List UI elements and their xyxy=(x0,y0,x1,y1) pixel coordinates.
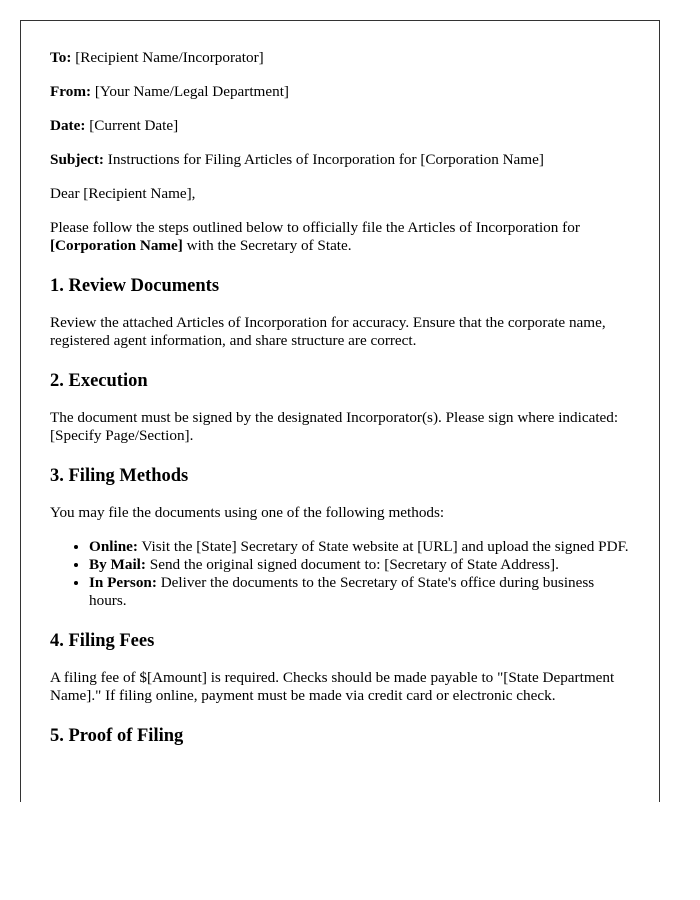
filing-methods-list xyxy=(50,538,630,610)
to-label: To: xyxy=(50,49,72,66)
from-value: [Your Name/Legal Department] xyxy=(91,83,289,100)
salutation: Dear [Recipient Name], xyxy=(50,185,196,202)
intro-paragraph xyxy=(50,219,630,255)
subject-label: Subject: xyxy=(50,151,104,168)
intro-text-after: with the Secretary of State. xyxy=(182,237,352,254)
list-item-label: Online: xyxy=(89,538,138,555)
date-line xyxy=(50,117,630,135)
list-item-label: In Person: xyxy=(89,574,157,591)
from-label: From: xyxy=(50,83,92,100)
intro-text-before: Please follow the steps outlined below to officially file the Articles of Incorporation for xyxy=(50,219,580,236)
to-line xyxy=(50,49,630,67)
date-label: Date: xyxy=(50,117,86,134)
section-heading-filing-fees: 4. Filing Fees xyxy=(50,631,155,651)
list-item-text: Deliver the documents to the Secretary of State's office during business hours. xyxy=(89,574,595,609)
section-body-review: Review the attached Articles of Incorporation for accuracy. Ensure that the corporate name, registered agent information, and share structure are correct. xyxy=(50,314,606,349)
list-item-by-mail xyxy=(89,556,630,574)
list-item-text: Send the original signed document to: [Secretary of State Address]. xyxy=(145,556,559,573)
to-value: [Recipient Name/Incorporator] xyxy=(71,49,264,66)
letter-content xyxy=(21,21,659,747)
date-value: [Current Date] xyxy=(85,117,179,134)
from-line xyxy=(50,83,630,101)
list-item-label: By Mail: xyxy=(89,556,146,573)
section-heading-execution: 2. Execution xyxy=(50,371,148,391)
section-heading-filing-methods: 3. Filing Methods xyxy=(50,466,189,486)
intro-corporation-name: [Corporation Name] xyxy=(50,237,183,254)
subject-value: Instructions for Filing Articles of Incorporation for [Corporation Name] xyxy=(104,151,544,168)
section-body-filing-fees: A filing fee of $[Amount] is required. Checks should be made payable to "[State Department Name]." If filing online, payment must be made via credit card or electronic check. xyxy=(50,669,615,704)
list-item-online xyxy=(89,538,630,556)
list-item-in-person xyxy=(89,574,630,610)
section-heading-review: 1. Review Documents xyxy=(50,276,220,296)
section-body-filing-methods: You may file the documents using one of the following methods: xyxy=(50,504,445,521)
section-heading-proof-of-filing: 5. Proof of Filing xyxy=(50,726,184,746)
list-item-text: Visit the [State] Secretary of State website at [URL] and upload the signed PDF. xyxy=(137,538,629,555)
section-body-execution: The document must be signed by the designated Incorporator(s). Please sign where indicated: [Specify Page/Section]. xyxy=(50,409,619,444)
subject-line xyxy=(50,151,630,169)
letter-page xyxy=(20,20,660,802)
